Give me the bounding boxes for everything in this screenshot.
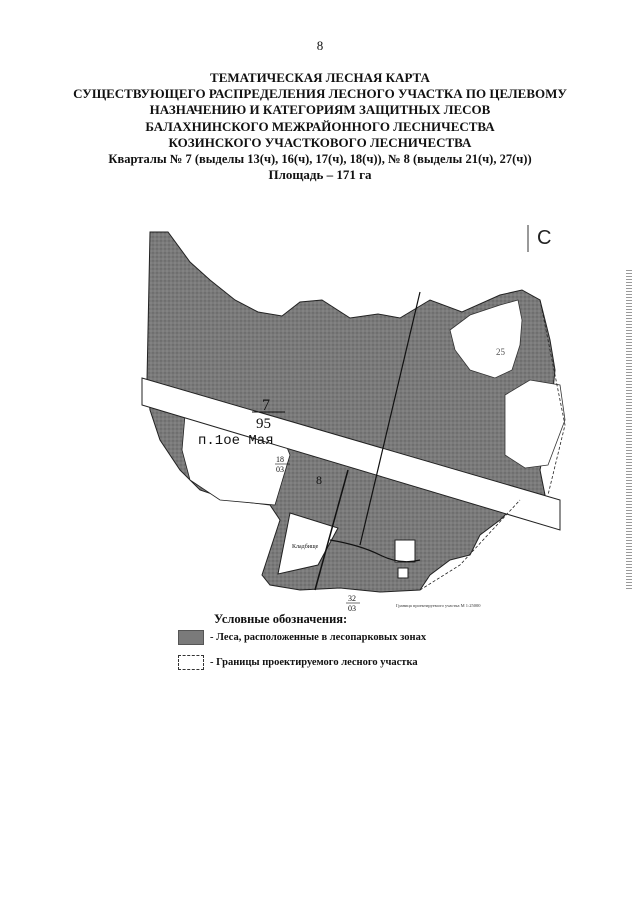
page-number: 8 xyxy=(316,38,324,53)
legend-boundary-label: - Границы проектируемого лесного участка xyxy=(210,657,418,668)
title-line-3: НАЗНАЧЕНИЮ И КАТЕГОРИЯМ ЗАЩИТНЫХ ЛЕСОВ xyxy=(149,102,491,118)
quarter-7-label: 7 xyxy=(262,397,270,414)
title-line-5: КОЗИНСКОГО УЧАСТКОВОГО ЛЕСНИЧЕСТВА xyxy=(168,134,472,150)
north-mark: С xyxy=(537,227,552,249)
settlement-label: п.1ое Мая xyxy=(198,433,274,449)
legend-forest-label: - Леса, расположенные в лесопарковых зонах xyxy=(210,632,427,643)
title-line-quarters: Кварталы № 7 (выделы 13(ч), 16(ч), 17(ч), 18(ч)), № 8 (выделы 21(ч), 27(ч)) xyxy=(108,152,532,167)
cemetery-label: Кладбище xyxy=(292,544,319,550)
parcel-right xyxy=(505,380,565,468)
label-18-sub: 03 xyxy=(276,465,284,474)
label-32-sub: 03 xyxy=(348,604,356,613)
forest-swatch xyxy=(178,630,204,645)
legend-title: Условные обозначения: xyxy=(214,612,348,626)
label-8: 8 xyxy=(316,473,322,487)
small-parcel-1 xyxy=(395,540,415,562)
label-25: 25 xyxy=(496,347,505,357)
small-parcel-2 xyxy=(398,568,408,578)
label-18: 18 xyxy=(276,455,284,464)
title-line-1: ТЕМАТИЧЕСКАЯ ЛЕСНАЯ КАРТА xyxy=(210,70,430,85)
boundary-swatch xyxy=(178,655,204,670)
legend-forest xyxy=(178,630,426,645)
side-margin-text xyxy=(626,270,632,590)
legend-boundary xyxy=(178,655,418,670)
label-32: 32 xyxy=(348,594,356,603)
title-line-area: Площадь – 171 га xyxy=(268,167,372,183)
title-line-2: СУЩЕСТВУЮЩЕГО РАСПРЕДЕЛЕНИЯ ЛЕСНОГО УЧАСТКА ПО ЦЕЛЕВОМУ xyxy=(73,86,567,102)
scale-note: Граница проектируемого участка М 1:25000 xyxy=(396,603,481,608)
quarter-95-label: 95 xyxy=(256,416,271,432)
title-line-4: БАЛАХНИНСКОГО МЕЖРАЙОННОГО ЛЕСНИЧЕСТВА xyxy=(145,118,495,134)
